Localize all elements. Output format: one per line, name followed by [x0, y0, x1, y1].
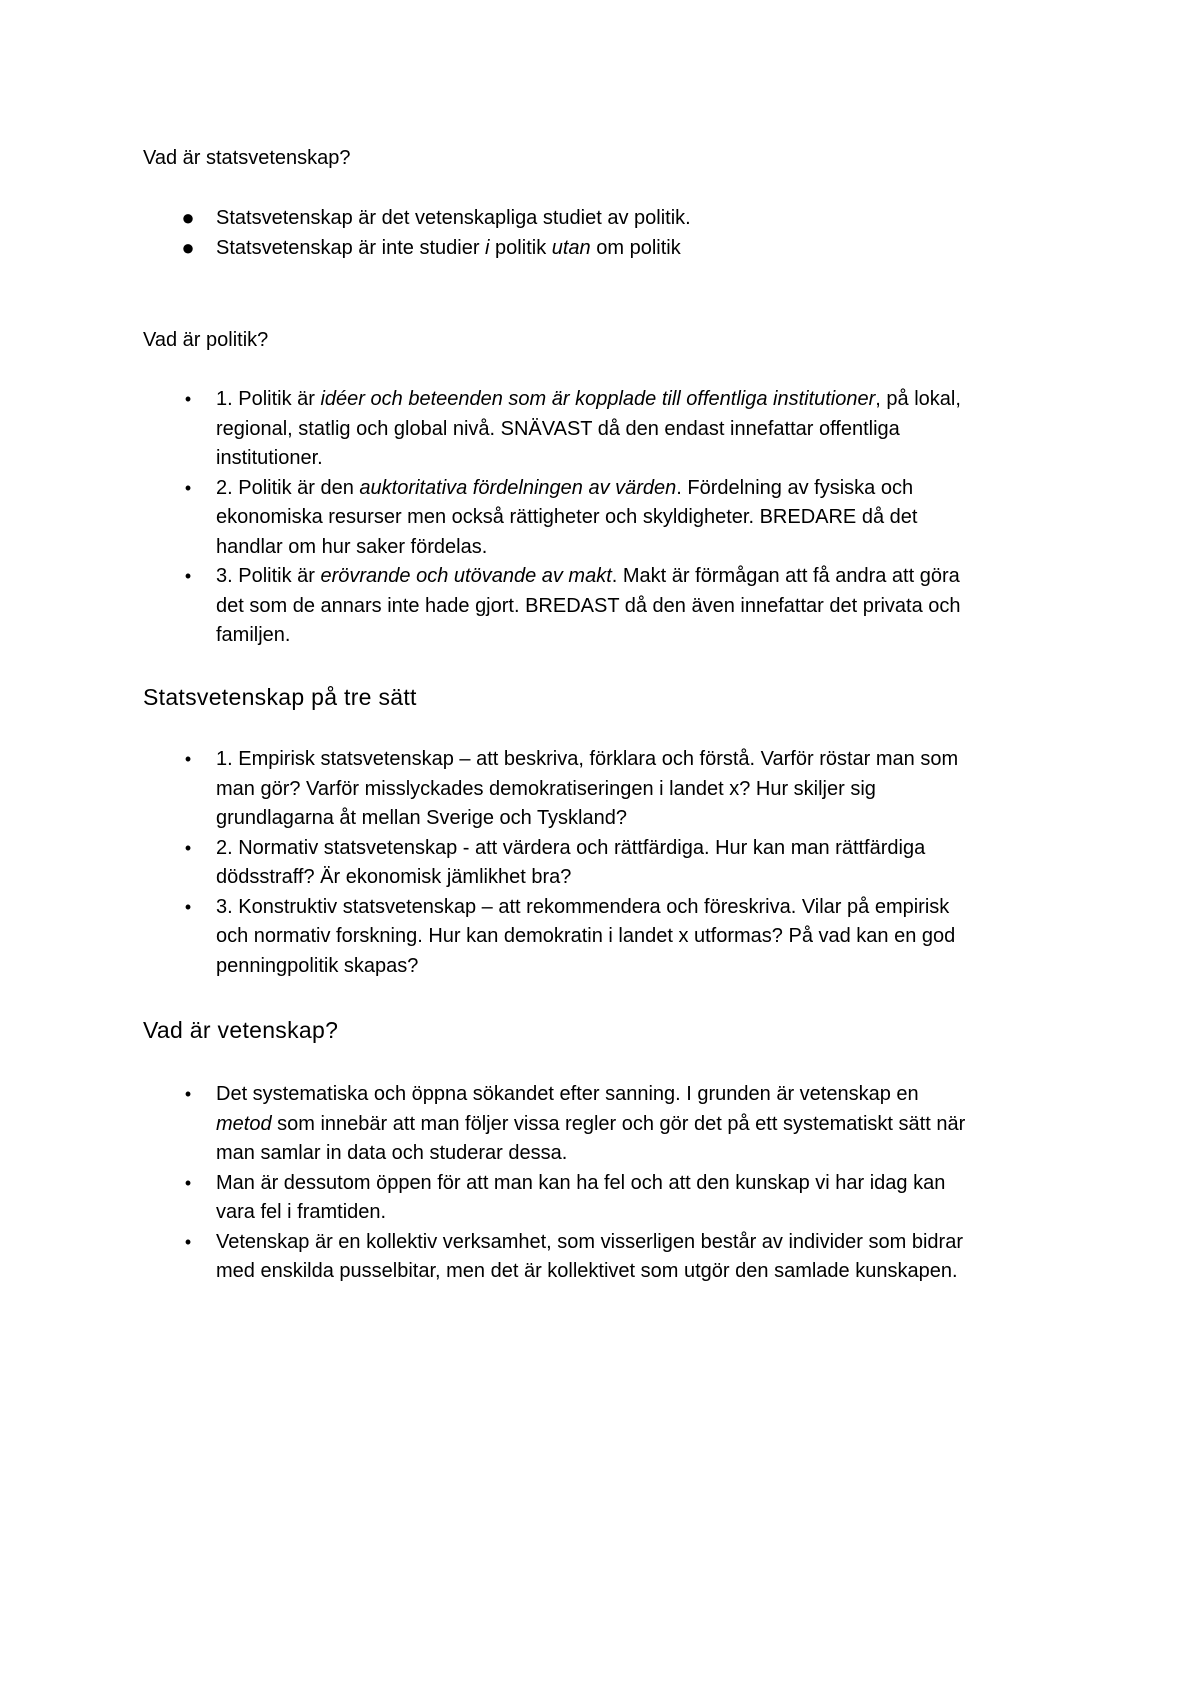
- bullet-icon: •: [184, 749, 192, 769]
- bullet-icon: ●: [181, 234, 195, 260]
- list-item: • 3. Politik är erövrande och utövande av makt. Makt är förmågan att få andra att göra det som de annars inte hade gjort. BREDAST då den även innefattar det privata och familjen.: [0, 562, 1076, 651]
- list-statsvetenskap: [0, 204, 1076, 263]
- question-politik: Vad är politik?: [143, 329, 269, 351]
- list-item: ● Statsvetenskap är inte studier i politik utan om politik: [0, 234, 1076, 264]
- list-item: • 1. Empirisk statsvetenskap – att beskriva, förklara och förstå. Varför röstar man som man gör? Varför misslyckades demokratiseringen i landet x? Hur skiljer sig grundlagarna åt mellan Sverige och Tyskland?: [0, 745, 1076, 834]
- heading-vetenskap: Vad är vetenskap?: [143, 1017, 339, 1043]
- bullet-icon: •: [184, 389, 192, 409]
- list-item: • 2. Normativ statsvetenskap - att värdera och rättfärdiga. Hur kan man rättfärdiga dödsstraff? Är ekonomisk jämlikhet bra?: [0, 834, 1076, 893]
- list-tre-satt: [0, 745, 1076, 981]
- bullet-icon: •: [184, 837, 192, 858]
- list-item: • Vetenskap är en kollektiv verksamhet, som visserligen består av individer som bidrar med enskilda pusselbitar, men det är kollektivet som utgör den samlade kunskapen.: [0, 1228, 1076, 1287]
- bullet-icon: •: [184, 1231, 192, 1252]
- bullet-icon: •: [184, 1084, 192, 1104]
- bullet-icon: ●: [181, 205, 195, 230]
- list-item: ● Statsvetenskap är det vetenskapliga studiet av politik.: [0, 204, 1076, 234]
- list-item: • Det systematiska och öppna sökandet efter sanning. I grunden är vetenskap en metod som innebär att man följer vissa regler och gör det på ett systematiskt sätt när man samlar in data och studerar dessa.: [0, 1080, 1076, 1169]
- bullet-icon: •: [184, 1172, 192, 1193]
- bullet-icon: •: [184, 477, 192, 498]
- list-politik: [0, 385, 1076, 651]
- heading-tre-satt: Statsvetenskap på tre sätt: [143, 684, 417, 710]
- list-item: • 1. Politik är idéer och beteenden som är kopplade till offentliga institutioner, på lokal, regional, statlig och global nivå. SNÄVAST då den endast innefattar offentliga institutioner.: [0, 385, 1076, 474]
- list-item: • Man är dessutom öppen för att man kan ha fel och att den kunskap vi har idag kan vara fel i framtiden.: [0, 1169, 1076, 1228]
- list-vetenskap: [0, 1080, 1076, 1287]
- list-item: • 2. Politik är den auktoritativa fördelningen av värden. Fördelning av fysiska och ekonomiska resurser men också rättigheter och skyldigheter. BREDARE då det handlar om hur saker fördelas.: [0, 474, 1076, 563]
- question-statsvetenskap: Vad är statsvetenskap?: [143, 147, 351, 169]
- bullet-icon: •: [184, 566, 192, 586]
- bullet-icon: •: [184, 896, 192, 917]
- list-item: • 3. Konstruktiv statsvetenskap – att rekommendera och föreskriva. Vilar på empirisk och normativ forskning. Hur kan demokratin i landet x utformas? På vad kan en god penningpolitik skapas?: [0, 893, 1076, 982]
